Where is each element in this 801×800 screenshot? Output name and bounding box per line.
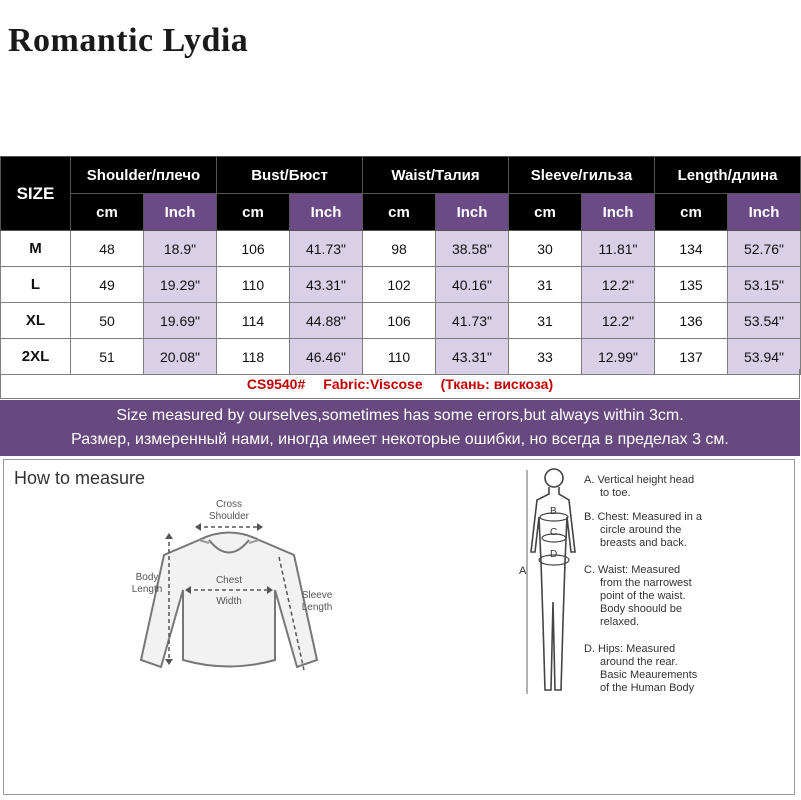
table-cell: 30 xyxy=(509,231,582,267)
size-chart-table xyxy=(0,156,801,375)
table-cell: 110 xyxy=(217,267,290,303)
label-body-length: Length xyxy=(131,584,163,595)
label-shoulder: Shoulder xyxy=(208,511,250,522)
table-cell: 136 xyxy=(655,303,728,339)
label-chest: Chest xyxy=(215,575,243,586)
unit-inch: Inch xyxy=(728,194,801,231)
column-header-sleeve: Sleeve/гильза xyxy=(509,157,655,194)
label-sleeve: Sleeve xyxy=(301,590,333,601)
table-cell: 51 xyxy=(71,339,144,375)
note-russian: Размер, измеренный нами, иногда имеет некоторые ошибки, но всегда в пределах 3 см. xyxy=(71,431,729,448)
label-sleeve-length: Length xyxy=(301,602,333,613)
table-header-row xyxy=(1,157,801,194)
note-english: Size measured by ourselves,sometimes has some errors,but always within 3cm. xyxy=(116,407,684,424)
table-cell: 31 xyxy=(509,267,582,303)
fabric-label: Fabric:Viscose xyxy=(323,375,423,392)
unit-cm: cm xyxy=(363,194,436,231)
table-cell: 53.15" xyxy=(728,267,801,303)
table-cell: 38.58" xyxy=(436,231,509,267)
brand-logo-text: Romantic Lydia xyxy=(8,22,249,59)
table-cell: 118 xyxy=(217,339,290,375)
table-cell: 135 xyxy=(655,267,728,303)
table-cell: 53.54" xyxy=(728,303,801,339)
unit-cm: cm xyxy=(655,194,728,231)
legend-item-c: C. Waist: Measured from the narrowest point of the waist. Body shoould be relaxed. xyxy=(584,564,692,628)
table-cell: 12.99" xyxy=(582,339,655,375)
unit-cm: cm xyxy=(509,194,582,231)
table-cell: 50 xyxy=(71,303,144,339)
table-cell: 134 xyxy=(655,231,728,267)
row-size-label: 2XL xyxy=(1,339,71,375)
table-cell: 106 xyxy=(363,303,436,339)
row-size-label: L xyxy=(1,267,71,303)
table-cell: 52.76" xyxy=(728,231,801,267)
table-cell: 137 xyxy=(655,339,728,375)
table-cell: 43.31" xyxy=(436,339,509,375)
table-row xyxy=(1,267,801,303)
table-cell: 46.46" xyxy=(290,339,363,375)
figure-letter-b: B xyxy=(550,506,557,517)
column-header-waist: Waist/Талия xyxy=(363,157,509,194)
table-cell: 48 xyxy=(71,231,144,267)
table-cell: 41.73" xyxy=(290,231,363,267)
unit-cm: cm xyxy=(71,194,144,231)
unit-inch: Inch xyxy=(582,194,655,231)
table-cell: 43.31" xyxy=(290,267,363,303)
table-cell: 18.9" xyxy=(144,231,217,267)
table-cell: 12.2" xyxy=(582,267,655,303)
table-cell: 20.08" xyxy=(144,339,217,375)
legend-item-b: B. Chest: Measured in a circle around the breasts and back. xyxy=(584,511,703,549)
row-size-label: XL xyxy=(1,303,71,339)
table-cell: 44.88" xyxy=(290,303,363,339)
table-cell: 98 xyxy=(363,231,436,267)
table-cell: 40.16" xyxy=(436,267,509,303)
table-row xyxy=(1,303,801,339)
column-header-shoulder: Shoulder/плечо xyxy=(71,157,217,194)
label-body: Body xyxy=(135,572,159,583)
fabric-label-ru: (Ткань: вискоза) xyxy=(440,375,554,392)
table-cell: 31 xyxy=(509,303,582,339)
table-cell: 33 xyxy=(509,339,582,375)
table-cell: 19.29" xyxy=(144,267,217,303)
table-cell: 102 xyxy=(363,267,436,303)
table-cell: 41.73" xyxy=(436,303,509,339)
label-width: Width xyxy=(216,596,242,607)
unit-inch: Inch xyxy=(436,194,509,231)
legend-item-a: A. Vertical height head to toe. xyxy=(584,474,695,499)
product-code: CS9540# xyxy=(246,375,306,392)
shirt-measure-diagram xyxy=(129,495,333,685)
table-cell: 106 xyxy=(217,231,290,267)
table-cell: 11.81" xyxy=(582,231,655,267)
label-cross: Cross xyxy=(215,499,243,510)
table-unit-row xyxy=(1,194,801,231)
unit-cm: cm xyxy=(217,194,290,231)
size-column-header: SIZE xyxy=(1,157,71,231)
figure-letter-a: A xyxy=(519,565,527,577)
table-cell: 12.2" xyxy=(582,303,655,339)
table-cell: 53.94" xyxy=(728,339,801,375)
how-to-measure-title: How to measure xyxy=(14,468,146,488)
figure-letter-d: D xyxy=(550,549,558,560)
table-cell: 114 xyxy=(217,303,290,339)
measurement-note-banner xyxy=(0,400,800,456)
fabric-info-row xyxy=(0,369,800,399)
table-row xyxy=(1,231,801,267)
legend-item-d: D. Hips: Measured around the rear. Basic Meaurements of the Human Body xyxy=(584,643,698,694)
unit-inch: Inch xyxy=(290,194,363,231)
column-header-length: Length/длина xyxy=(655,157,801,194)
table-cell: 49 xyxy=(71,267,144,303)
column-header-bust: Bust/Бюст xyxy=(217,157,363,194)
row-size-label: M xyxy=(1,231,71,267)
unit-inch: Inch xyxy=(144,194,217,231)
how-to-measure-panel xyxy=(3,459,795,795)
body-figure-diagram xyxy=(509,462,589,702)
figure-letter-c: C xyxy=(550,527,558,538)
table-cell: 19.69" xyxy=(144,303,217,339)
table-cell: 110 xyxy=(363,339,436,375)
head-icon xyxy=(545,469,563,487)
